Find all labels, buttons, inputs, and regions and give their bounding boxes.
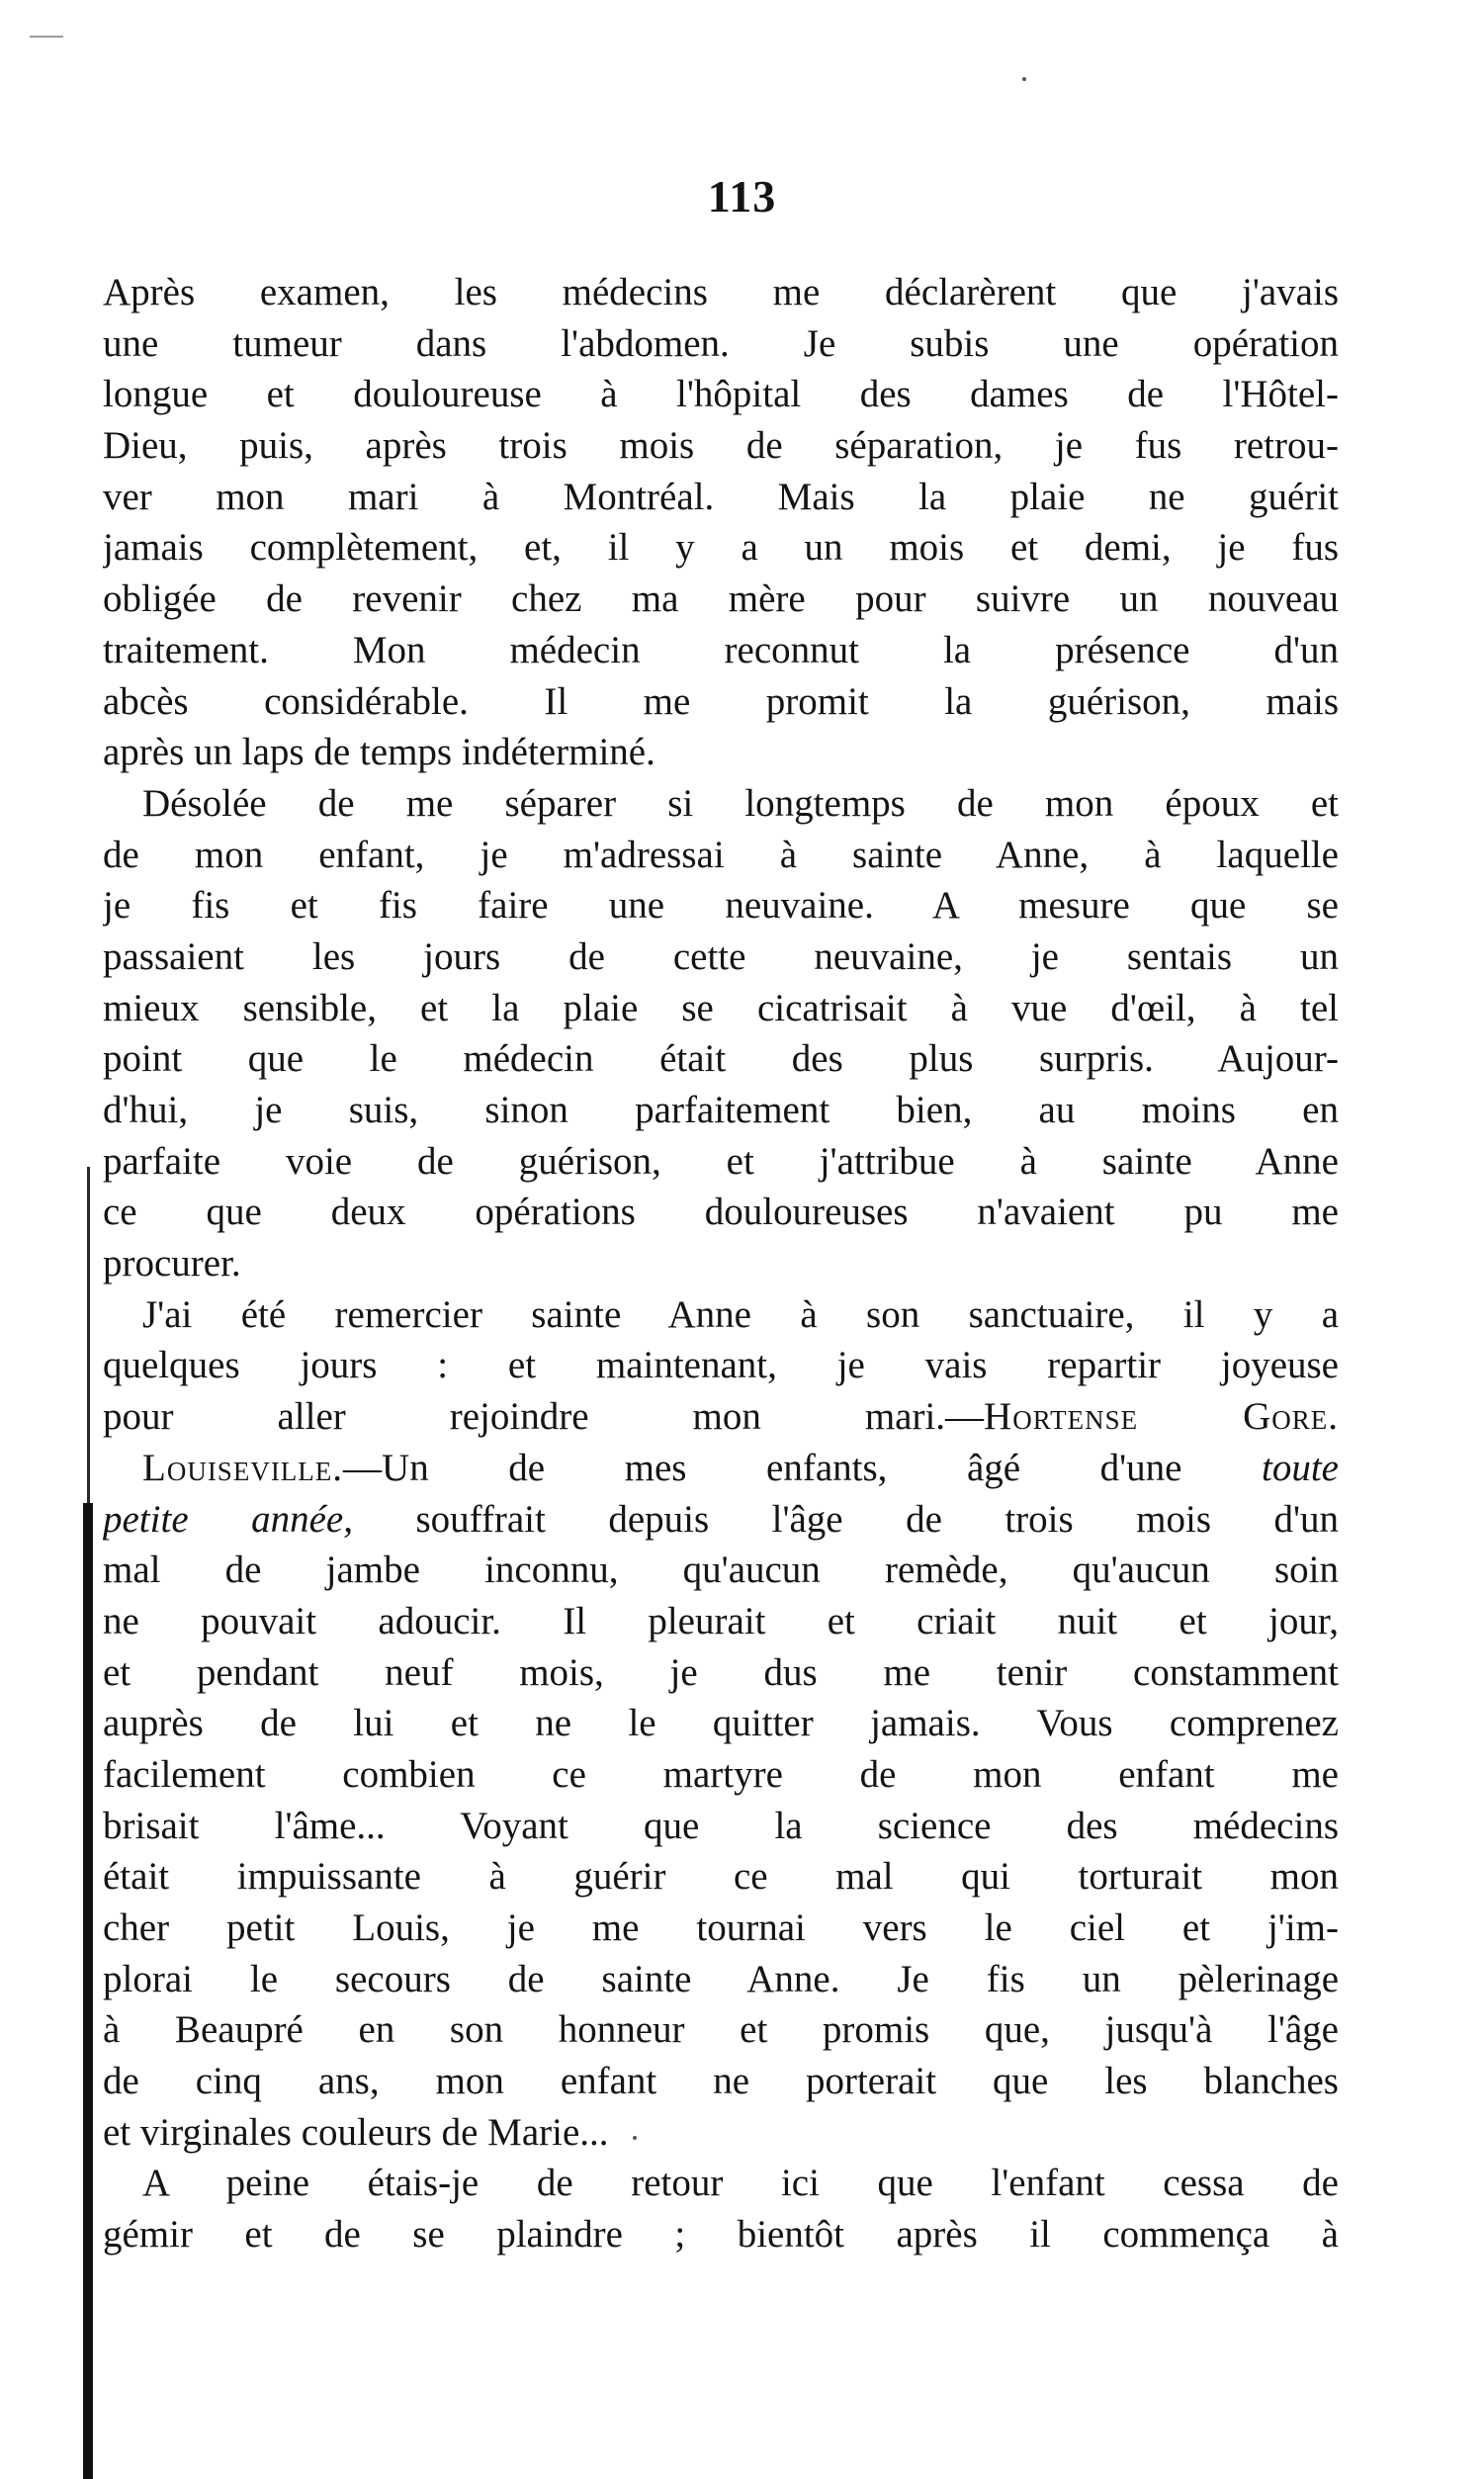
text-line: J'ai été remercier sainte Anne à son sanctuaire, il y a xyxy=(142,1292,1339,1336)
text-line: passaient les jours de cette neuvaine, je sentais un xyxy=(103,934,1339,978)
louiseville-line-2-text: souffrait depuis l'âge de trois mois d'un xyxy=(352,1497,1339,1541)
body-text xyxy=(103,267,1339,2260)
louiseville-italic-2: petite année, xyxy=(103,1497,353,1541)
text-line: Dieu, puis, après trois mois de séparation, je fus retrou- xyxy=(103,424,1339,468)
text-line: Après examen, les médecins me déclarèrent que j'avais xyxy=(103,271,1339,313)
text-line: de mon enfant, je m'adressai à sainte Anne, à laquelle xyxy=(103,833,1339,876)
text-line: ne pouvait adoucir. Il pleurait et criait nuit et jour, xyxy=(103,1599,1339,1642)
text-line: quelques jours : et maintenant, je vais repartir joyeuse xyxy=(103,1344,1339,1387)
text-line: longue et douloureuse à l'hôpital des dames de l'Hôtel- xyxy=(103,373,1339,416)
text-line: parfaite voie de guérison, et j'attribue à sainte Anne xyxy=(103,1139,1339,1183)
text-line: après un laps de temps indéterminé. xyxy=(103,731,655,774)
text-line: mal de jambe inconnu, qu'aucun remède, qu'aucun soin xyxy=(103,1549,1339,1592)
signature-line xyxy=(103,1391,1339,1443)
text-line: auprès de lui et ne le quitter jamais. Vous comprenez xyxy=(103,1702,1339,1745)
text-line: à Beaupré en son honneur et promis que, jusqu'à l'âge xyxy=(103,2008,1339,2052)
text-line: ce que deux opérations douloureuses n'avaient pu me xyxy=(103,1191,1339,1234)
signature-line-text: pour aller rejoindre mon mari.— xyxy=(103,1395,985,1439)
louiseville-line-1-text: —Un de mes enfants, âgé d'une xyxy=(343,1446,1263,1489)
text-line: et virginales couleurs de Marie... xyxy=(103,2110,609,2154)
text-line: et pendant neuf mois, je dus me tenir constamment xyxy=(103,1650,1339,1694)
page-number: 113 xyxy=(707,171,777,221)
louiseville-line-1 xyxy=(103,1443,1339,1494)
text-line: je fis et fis faire une neuvaine. A mesure que se xyxy=(103,884,1339,928)
text-line: traitement. Mon médecin reconnut la présence d'un xyxy=(103,628,1339,671)
louiseville-italic-1: toute xyxy=(1262,1446,1339,1489)
text-line: de cinq ans, mon enfant ne porterait que les blanches xyxy=(103,2060,1339,2103)
binding-shadow xyxy=(83,1503,93,2479)
text-line: obligée de revenir chez ma mère pour suivre un nouveau xyxy=(103,577,1339,621)
text-line: point que le médecin était des plus surpris. Aujour- xyxy=(103,1037,1339,1081)
text-line: ver mon mari à Montréal. Mais la plaie ne guérit xyxy=(103,475,1339,518)
text-line: brisait l'âme... Voyant que la science des médecins xyxy=(103,1804,1339,1847)
signature-name: Hortense Gore. xyxy=(984,1395,1339,1439)
text-line: Désolée de me séparer si longtemps de mon époux et xyxy=(142,781,1339,825)
text-line: plorai le secours de sainte Anne. Je fis un pèlerinage xyxy=(103,1957,1339,2000)
text-line: mieux sensible, et la plaie se cicatrisait à vue d'œil, à tel xyxy=(103,986,1339,1029)
text-line: une tumeur dans l'abdomen. Je subis une opération xyxy=(103,321,1339,365)
text-line: gémir et de se plaindre ; bientôt après il commença à xyxy=(103,2213,1339,2257)
text-line: cher petit Louis, je me tournai vers le ciel et j'im- xyxy=(103,1906,1339,1949)
text-lines-first xyxy=(103,267,1339,1391)
scan-speck xyxy=(1022,77,1026,81)
place-name: Louiseville. xyxy=(142,1446,344,1489)
scan-corner-mark xyxy=(30,36,63,38)
text-line: d'hui, je suis, sinon parfaitement bien, au moins en xyxy=(103,1089,1339,1131)
text-line: jamais complètement, et, il y a un mois et demi, je fus xyxy=(103,526,1339,570)
text-line: procurer. xyxy=(103,1242,241,1285)
text-line: A peine étais-je de retour ici que l'enfant cessa de xyxy=(142,2162,1339,2205)
louiseville-line-2 xyxy=(103,1494,1339,1546)
text-lines-second xyxy=(103,1545,1339,2260)
binding-shadow-thin xyxy=(87,1167,90,1523)
text-line: abcès considérable. Il me promit la guérison, mais xyxy=(103,679,1339,723)
text-line: facilement combien ce martyre de mon enfant me xyxy=(103,1752,1339,1796)
text-line: était impuissante à guérir ce mal qui torturait mon xyxy=(103,1855,1339,1899)
